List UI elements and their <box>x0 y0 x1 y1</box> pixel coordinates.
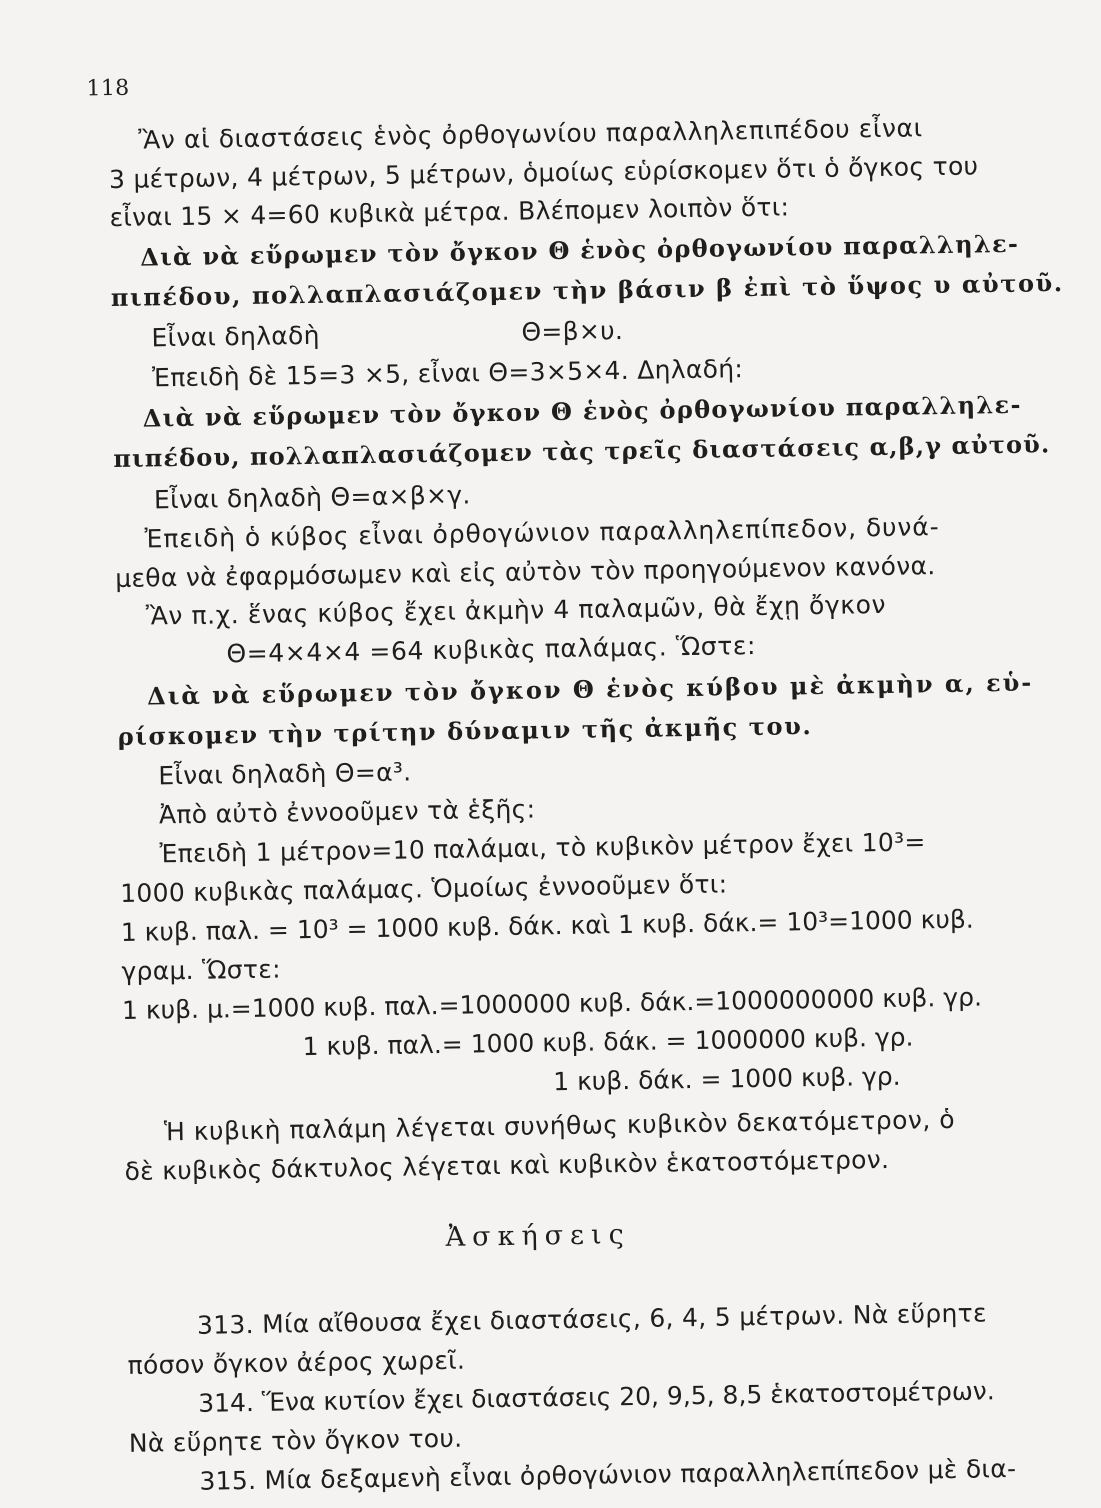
text-line: Εἶναι δηλαδὴ <box>151 320 320 353</box>
text-line: Ἐπειδὴ ὁ κύβος εἶναι ὀρθογώνιον παραλληλεπίπεδον, δυνά- <box>144 512 940 554</box>
bold-rule-line: Διὰ νὰ εὕρωμεν τὸν ὄγκον Θ ἑνὸς ὀρθογωνίου παραλληλε- <box>142 389 1022 433</box>
text-line: 3 μέτρων, 4 μέτρων, 5 μέτρων, ὁμοίως εὑρίσκομεν ὅτι ὁ ὄγκος του <box>108 151 979 195</box>
bold-rule-line: πιπέδου, πολλαπλασιάζομεν τὰς τρεῖς διαστάσεις α,β,γ αὐτοῦ. <box>113 429 1051 474</box>
text-line: 1000 κυβικὰς παλάμας. Ὁμοίως ἐννοοῦμεν ὅτι: <box>119 869 728 908</box>
text-line: Ἀπὸ αὐτὸ ἐννοοῦμεν τὰ ἑξῆς: <box>158 794 536 830</box>
text-line: Εἶναι δηλαδὴ Θ=α³. <box>158 757 412 791</box>
exercise-line: Νὰ εὕρητε τὸν ὄγκον του. <box>128 1423 463 1458</box>
section-heading: Ἀσκήσεις <box>445 1219 631 1253</box>
exercise-line: πόσον ὄγκον ἀέρος χωρεῖ. <box>127 1345 466 1380</box>
formula: Θ=β×υ. <box>521 316 624 347</box>
bold-rule-line: Διὰ νὰ εὕρωμεν τὸν ὄγκον Θ ἑνὸς ὀρθογωνίου παραλληλε- <box>139 228 1020 272</box>
conversion-row: 1 κυβ. δάκ. = 1000 κυβ. γρ. <box>552 1061 901 1097</box>
text-line: δὲ κυβικὸς δάκτυλος λέγεται καὶ κυβικὸν ἑκατοστόμετρον. <box>124 1144 890 1186</box>
page-number: 118 <box>86 75 130 102</box>
text-line: Ἐπειδὴ 1 μέτρον=10 παλάμαι, τὸ κυβικὸν μέτρον ἔχει 10³= <box>159 827 926 869</box>
text-line: 1 κυβ. παλ. = 10³ = 1000 κυβ. δάκ. καὶ 1 κυβ. δάκ.= 10³=1000 κυβ. <box>120 904 974 947</box>
text-line: Ἂν αἱ διαστάσεις ἑνὸς ὀρθογωνίου παραλληλεπιπέδου εἶναι <box>138 113 923 155</box>
bold-rule-line: Διὰ νὰ εὕρωμεν τὸν ὄγκον Θ ἑνὸς κύβου μὲ ἀκμὴν α, εὑ- <box>146 667 1034 711</box>
conversion-row: 1 κυβ. μ.=1000 κυβ. παλ.=1000000 κυβ. δάκ.=1000000000 κυβ. γρ. <box>121 982 983 1025</box>
text-line: γραμ. Ὥστε: <box>121 954 282 986</box>
text-line: Ἂν π.χ. ἕνας κύβος ἔχει ἀκμὴν 4 παλαμῶν, θὰ ἔχῃ ὄγκον <box>145 589 887 631</box>
exercise-line: 315. Μία δεξαμενὴ εἶναι ὀρθογώνιον παραλληλεπίπεδον μὲ δια- <box>199 1453 1017 1496</box>
bold-rule-line: πιπέδου, πολλαπλασιάζομεν τὴν βάσιν β ἐπὶ τὸ ὕψος υ αὐτοῦ. <box>110 268 1064 313</box>
exercise-line: 314. Ἕνα κυτίον ἔχει διαστάσεις 20, 9,5, 8,5 ἑκατοστομέτρων. <box>197 1376 995 1418</box>
bold-rule-line: ρίσκομεν τὴν τρίτην δύναμιν τῆς ἀκμῆς του. <box>117 711 813 752</box>
text-line: εἶναι 15 × 4=60 κυβικὰ μέτρα. Βλέπομεν λοιπὸν ὅτι: <box>109 192 790 233</box>
conversion-row: 1 κυβ. παλ.= 1000 κυβ. δάκ. = 1000000 κυβ. γρ. <box>302 1022 914 1062</box>
text-line: Ἐπειδὴ δὲ 15=3 ×5, εἶναι Θ=3×5×4. Δηλαδή: <box>151 354 744 393</box>
text-line: μεθα νὰ ἐφαρμόσωμεν καὶ εἰς αὐτὸν τὸν προηγούμενον κανόνα. <box>115 551 936 594</box>
text-line: Εἶναι δηλαδὴ Θ=α×β×γ. <box>153 480 471 515</box>
exercise-line: 313. Μία αἴθουσα ἔχει διαστάσεις, 6, 4, 5 μέτρων. Νὰ εὕρητε <box>196 1298 988 1340</box>
formula: Θ=4×4×4 =64 κυβικὰς παλάμας. Ὥστε: <box>226 630 757 669</box>
text-line: Ἡ κυβικὴ παλάμη λέγεται συνήθως κυβικὸν δεκατόμετρον, ὁ <box>163 1104 956 1147</box>
